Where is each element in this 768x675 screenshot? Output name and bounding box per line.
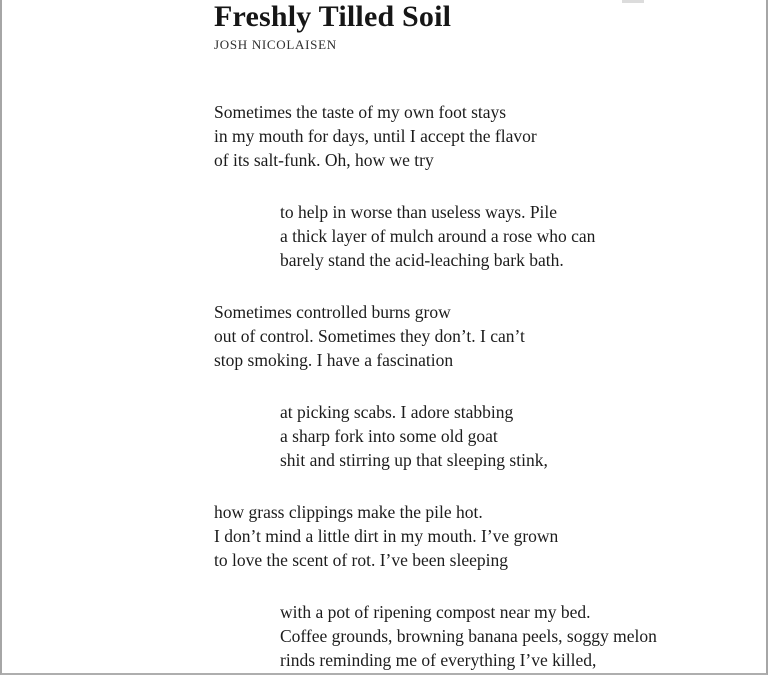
poem-line: how grass clippings make the pile hot. bbox=[214, 502, 483, 522]
stanza bbox=[280, 400, 756, 472]
stanza bbox=[280, 600, 756, 672]
poem-line: Coffee grounds, browning banana peels, soggy melon bbox=[280, 626, 657, 646]
poem-line: with a pot of ripening compost near my bed. bbox=[280, 602, 591, 622]
stanza bbox=[214, 300, 756, 372]
poem-line: to help in worse than useless ways. Pile bbox=[280, 202, 558, 222]
cropped-ui-fragment bbox=[622, 0, 644, 3]
poem-line: of its salt-funk. Oh, how we try bbox=[214, 150, 434, 170]
stanza bbox=[214, 500, 756, 572]
poem-body bbox=[214, 100, 756, 672]
poem-line: out of control. Sometimes they don’t. I can’t bbox=[214, 326, 525, 346]
poem-line: barely stand the acid-leaching bark bath. bbox=[280, 250, 564, 270]
poem-line: a sharp fork into some old goat bbox=[280, 426, 498, 446]
poem-line: I don’t mind a little dirt in my mouth. I’ve grown bbox=[214, 526, 559, 546]
poem-author: JOSH NICOLAISEN bbox=[214, 37, 337, 52]
poem-line: rinds reminding me of everything I’ve killed, bbox=[280, 650, 597, 670]
poem-title: Freshly Tilled Soil bbox=[214, 0, 452, 33]
poem-line: to love the scent of rot. I’ve been sleeping bbox=[214, 550, 508, 570]
poem-line: a thick layer of mulch around a rose who can bbox=[280, 226, 596, 246]
stanza bbox=[214, 100, 756, 172]
poem-line: Sometimes controlled burns grow bbox=[214, 302, 451, 322]
poem-line: Sometimes the taste of my own foot stays bbox=[214, 102, 507, 122]
poem-line: at picking scabs. I adore stabbing bbox=[280, 402, 514, 422]
stanza bbox=[280, 200, 756, 272]
poem-article bbox=[2, 0, 766, 672]
poem-line: shit and stirring up that sleeping stink, bbox=[280, 450, 548, 470]
poem-line: stop smoking. I have a fascination bbox=[214, 350, 454, 370]
poem-line: in my mouth for days, until I accept the flavor bbox=[214, 126, 537, 146]
